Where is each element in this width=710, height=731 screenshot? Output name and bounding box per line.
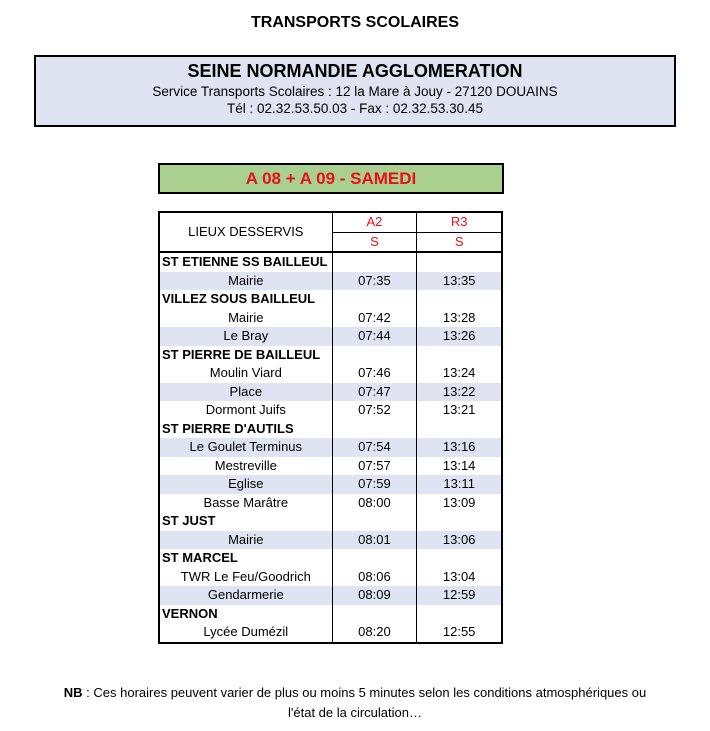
empty-cell (417, 346, 502, 365)
town-name: ST PIERRE DE BAILLEUL (159, 346, 332, 365)
time-a2: 08:20 (332, 623, 417, 643)
stop-row (159, 327, 502, 346)
stop-name: Lycée Dumézil (159, 623, 332, 643)
empty-cell (332, 512, 417, 531)
organization-address: Service Transports Scolaires : 12 la Mare à Jouy - 27120 DOUAINS (152, 84, 558, 99)
stop-name: Basse Marâtre (159, 494, 332, 513)
time-a2: 07:57 (332, 457, 417, 476)
empty-cell (332, 290, 417, 309)
stop-name: Eglise (159, 475, 332, 494)
empty-cell (417, 605, 502, 624)
document-title: TRANSPORTS SCOLAIRES (250, 14, 459, 31)
stop-name: Mairie (159, 531, 332, 550)
stop-row (159, 457, 502, 476)
column-r3-code: R3 (417, 212, 502, 232)
time-a2: 07:44 (332, 327, 417, 346)
timetable (158, 211, 503, 644)
empty-cell (417, 252, 502, 272)
stop-name: Dormont Juifs (159, 401, 332, 420)
time-a2: 08:00 (332, 494, 417, 513)
town-name: ST MARCEL (159, 549, 332, 568)
empty-cell (417, 512, 502, 531)
footnote-text-1: : Ces horaires peuvent varier de plus ou moins 5 minutes selon les conditions atmosphériques ou (82, 685, 647, 700)
time-r3: 13:35 (417, 272, 502, 291)
stop-row (159, 383, 502, 402)
stop-name: Le Bray (159, 327, 332, 346)
stop-name: Moulin Viard (159, 364, 332, 383)
time-a2: 08:09 (332, 586, 417, 605)
footnote-text-2: l'état de la circulation… (288, 705, 422, 720)
town-row (159, 252, 502, 272)
stop-name: Mairie (159, 309, 332, 328)
town-row (159, 512, 502, 531)
time-a2: 07:46 (332, 364, 417, 383)
time-a2: 07:52 (332, 401, 417, 420)
stop-row (159, 272, 502, 291)
stop-name: Place (159, 383, 332, 402)
empty-cell (332, 346, 417, 365)
town-row (159, 549, 502, 568)
stop-row (159, 364, 502, 383)
time-a2: 07:42 (332, 309, 417, 328)
empty-cell (332, 420, 417, 439)
time-r3: 13:26 (417, 327, 502, 346)
organization-header (34, 55, 676, 127)
stop-name: Mestreville (159, 457, 332, 476)
empty-cell (417, 549, 502, 568)
footnote-label: NB (63, 685, 83, 700)
stop-row (159, 494, 502, 513)
stop-name: Le Goulet Terminus (159, 438, 332, 457)
time-r3: 13:24 (417, 364, 502, 383)
empty-cell (332, 605, 417, 624)
time-r3: 13:28 (417, 309, 502, 328)
empty-cell (417, 290, 502, 309)
time-a2: 07:54 (332, 438, 417, 457)
stop-row (159, 438, 502, 457)
empty-cell (332, 549, 417, 568)
stop-row (159, 586, 502, 605)
time-r3: 13:04 (417, 568, 502, 587)
time-a2: 08:01 (332, 531, 417, 550)
time-a2: 07:47 (332, 383, 417, 402)
time-a2: 07:35 (332, 272, 417, 291)
time-r3: 12:55 (417, 623, 502, 643)
footnote (40, 683, 670, 723)
town-row (159, 290, 502, 309)
time-r3: 13:14 (417, 457, 502, 476)
stop-row (159, 475, 502, 494)
stop-row (159, 568, 502, 587)
stop-name: TWR Le Feu/Goodrich (159, 568, 332, 587)
town-row (159, 346, 502, 365)
town-name: VILLEZ SOUS BAILLEUL (159, 290, 332, 309)
time-r3: 12:59 (417, 586, 502, 605)
stop-row (159, 401, 502, 420)
town-name: VERNON (159, 605, 332, 624)
column-a2-sub: S (332, 232, 417, 252)
empty-cell (332, 252, 417, 272)
time-r3: 13:09 (417, 494, 502, 513)
time-a2: 08:06 (332, 568, 417, 587)
time-r3: 13:22 (417, 383, 502, 402)
time-r3: 13:16 (417, 438, 502, 457)
column-a2-code: A2 (332, 212, 417, 232)
town-name: ST PIERRE D'AUTILS (159, 420, 332, 439)
stop-row (159, 531, 502, 550)
stop-name: Gendarmerie (159, 586, 332, 605)
route-title: A 08 + A 09 - SAMEDI (158, 163, 504, 194)
column-r3-sub: S (417, 232, 502, 252)
time-r3: 13:21 (417, 401, 502, 420)
stop-name: Mairie (159, 272, 332, 291)
stop-row (159, 309, 502, 328)
organization-name: SEINE NORMANDIE AGGLOMERATION (187, 61, 523, 81)
town-row (159, 605, 502, 624)
header-row-codes (159, 212, 502, 232)
town-name: ST ETIENNE SS BAILLEUL (159, 252, 332, 272)
time-r3: 13:11 (417, 475, 502, 494)
header-places: LIEUX DESSERVIS (159, 212, 332, 252)
organization-phone-fax: Tél : 02.32.53.50.03 - Fax : 02.32.53.30.45 (227, 101, 483, 116)
time-a2: 07:59 (332, 475, 417, 494)
town-row (159, 420, 502, 439)
empty-cell (417, 420, 502, 439)
stop-row (159, 623, 502, 643)
town-name: ST JUST (159, 512, 332, 531)
time-r3: 13:06 (417, 531, 502, 550)
